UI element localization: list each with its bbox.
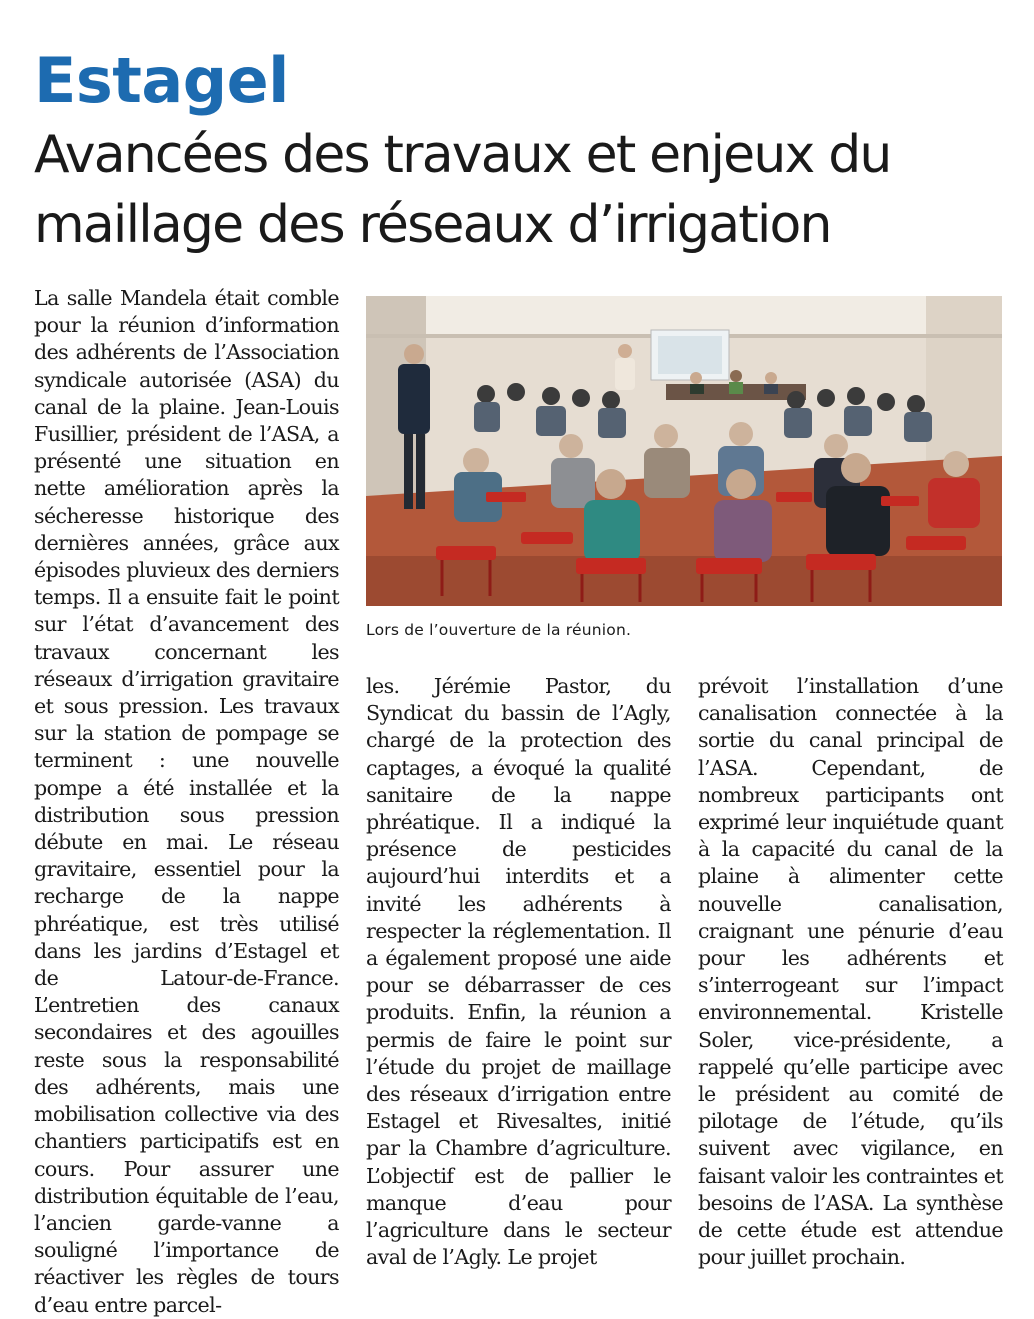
meeting-photo (366, 296, 1002, 606)
article-kicker: Estagel (34, 44, 289, 117)
article-headline: Avancées des travaux et enjeux du maillage des réseaux d’irrigation (34, 125, 891, 255)
body-column-1: La salle Mandela était comble pour la réunion d’information des adhérents de l’Association syndicale autorisée (ASA) du canal de la plaine. Jean-Louis Fusillier, président de l’ASA, a présenté une situation en nette amélioration après la sécheresse historique des dernières années, grâce aux épisodes pluvieux des derniers temps. Il a ensuite fait le point sur l’état d’avancement des travaux concernant les réseaux d’irrigation gravitaire et sous pression. Les travaux sur la station de pompage se terminent : une nouvelle pompe a été installée et la distribution sous pression débute en mai. Le réseau gravitaire, essentiel pour la recharge de la nappe phréatique, est très utilisé dans les jardins d’Estagel et de Latour-de-France. L’entretien des canaux secondaires et des agouilles reste sous la responsabilité des adhérents, mais une mobilisation collective via des chantiers participatifs est en cours. Pour assurer une distribution équitable de l’eau, l’ancien garde-vanne a souligné l’importance de réactiver les règles de tours d’eau entre parcel- (34, 286, 339, 1317)
body-column-3: prévoit l’installation d’une canalisation connectée à la sortie du canal principal de l’ASA. Cependant, de nombreux participants ont exprimé leur inquiétude quant à la capacité du canal de la plaine à alimenter cette nouvelle canalisation, craignant une pénurie d’eau pour les adhérents et s’interrogeant sur l’impact environnemental. Kristelle Soler, vice-présidente, a rappelé qu’elle participe avec le président au comité de pilotage de l’étude, qu’ils suivent avec vigilance, en faisant valoir les contraintes et besoins de l’ASA. La synthèse de cette étude est attendue pour juillet prochain. (698, 674, 1003, 1270)
photo-caption: Lors de l’ouverture de la réunion. (366, 621, 632, 639)
body-column-2: les. Jérémie Pastor, du Syndicat du bassin de l’Agly, chargé de la protection des captages, a évoqué la qualité sanitaire de la nappe phréatique. Il a indiqué la présence de pesticides aujourd’hui interdits et a invité les adhérents à respecter la réglementation. Il a également proposé une aide pour se débarrasser de ces produits. Enfin, la réunion a permis de faire le point sur l’étude du projet de maillage des réseaux d’irrigation entre Estagel et Rivesaltes, initié par la Chambre d’agriculture. L’objectif est de pallier le manque d’eau pour l’agriculture dans le secteur aval de l’Agly. Le projet (366, 674, 671, 1270)
